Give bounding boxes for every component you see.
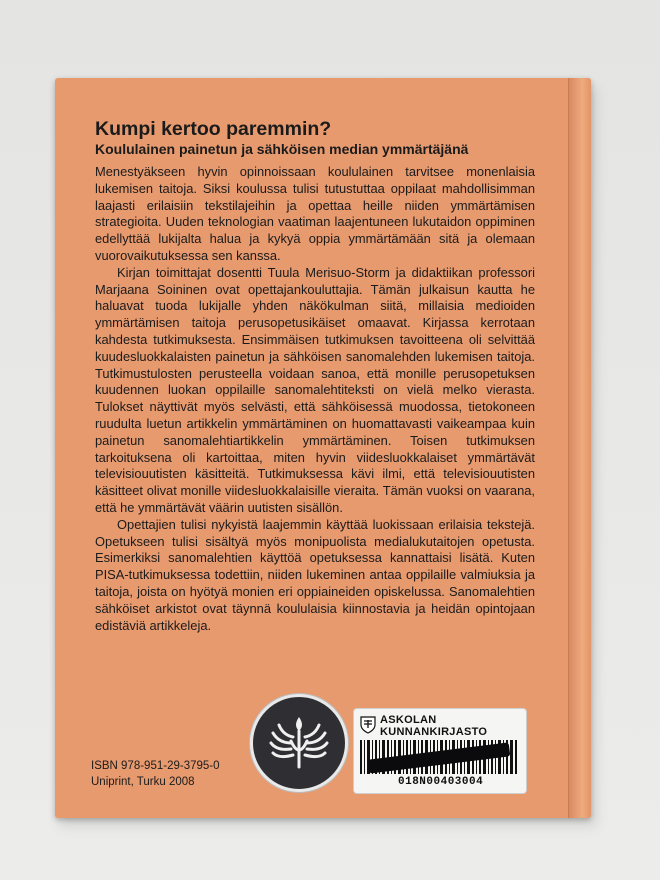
blurb	[95, 164, 535, 634]
library-name-line1: ASKOLAN	[380, 714, 437, 726]
blurb-paragraph-1: Menestyäkseen hyvin opinnoissaan koululainen tarvitsee monenlaisia lukemisen taitoja. Siksi koulussa tulisi tutustuttaa oppilaat mahdollisimman laajasti erilaisiin tekstilajeihin ja opettaa heille niiden ymmärtämisen strategioita. Uuden teknologian vaatiman laajentuneen lukutaidon oppiminen edellyttää lukijalta halua ja kykyä oppia ymmärtämään sitä ja olemaan vuorovaikutuksessa sen kanssa.	[95, 164, 535, 263]
municipal-crest-icon	[360, 716, 376, 734]
book-back-cover	[55, 78, 591, 818]
printer-info: Uniprint, Turku 2008	[91, 776, 195, 788]
book-spine	[568, 78, 591, 818]
blurb-paragraph-2: Kirjan toimittajat dosentti Tuula Merisuo-Storm ja didaktiikan professori Marjaana Soininen ovat opettajankouluttajia. Tämän julkaisun kautta he haluavat tuoda lukijalle yhden näkökulman siitä, millaisia medioiden ymmärtämisen taitoja perusopetusikäiset omaavat. Kirjassa kerrotaan kahdesta tutkimuksesta. Ensimmäisen tutkimuksen tavoitteena oli selvittää kuudesluokkalaisten painetun ja sähköisen sanomalehden lukemisen taitoja. Tutkimustulosten perusteella voidaan sanoa, että monille perusopetuksen kuudennen luokan oppilaille sanomalehtiteksti on vielä melko vierasta. Tulokset näyttivät myös selvästi, että sähköisessä muodossa, tietokoneen ruudulta luetun artikkelin ymmärtäminen on huomattavasti vaikeampaa kuin painetun sanomalehtiartikkelin ymmärtäminen. Toisen tutkimuksen tarkoituksena oli kartoittaa, miten hyvin viidesluokkalaiset ymmärtävät televisiouutisten käsitteitä. Tutkimuksessa kävi ilmi, että televisiouutisten käsitteet olivat monille viidesluokkalaisille vieraita. Tämän vuoksi on vaarana, että he ymmärtävät väärin uutisten sisällön.	[95, 264, 535, 515]
isbn-number: ISBN 978-951-29-3795-0	[91, 760, 220, 772]
barcode-number: 018N00403004	[398, 776, 484, 788]
book-subtitle: Koululainen painetun ja sähköisen median ymmärtäjänä	[95, 141, 469, 157]
library-label	[353, 708, 527, 794]
torch-wings-seal-icon	[250, 694, 348, 792]
book-title: Kumpi kertoo paremmin?	[95, 118, 332, 140]
cover-text-block	[95, 118, 535, 634]
blurb-paragraph-3: Opettajien tulisi nykyistä laajemmin käyttää luokissaan erilaisia tekstejä. Opetukseen tulisi sisältyä myös monipuolista medialukutaitojen opetusta. Esimerkiksi sanomalehtien käyttöä opetuksessa kannattaisi lisätä. Kuten PISA-tutkimuksessa todettiin, niiden lukeminen antaa oppilaille valmiuksia ja taitoja, joista on hyötyä monien eri oppiaineiden opiskelussa. Sanomalehtien sähköiset arkistot ovat täynnä koululaisia kiinnostavia ja heidän opintojaan edistäviä artikkeleja.	[95, 516, 535, 633]
publication-info	[91, 758, 220, 790]
library-name-line2: KUNNANKIRJASTO	[380, 726, 488, 738]
library-name	[380, 714, 487, 738]
